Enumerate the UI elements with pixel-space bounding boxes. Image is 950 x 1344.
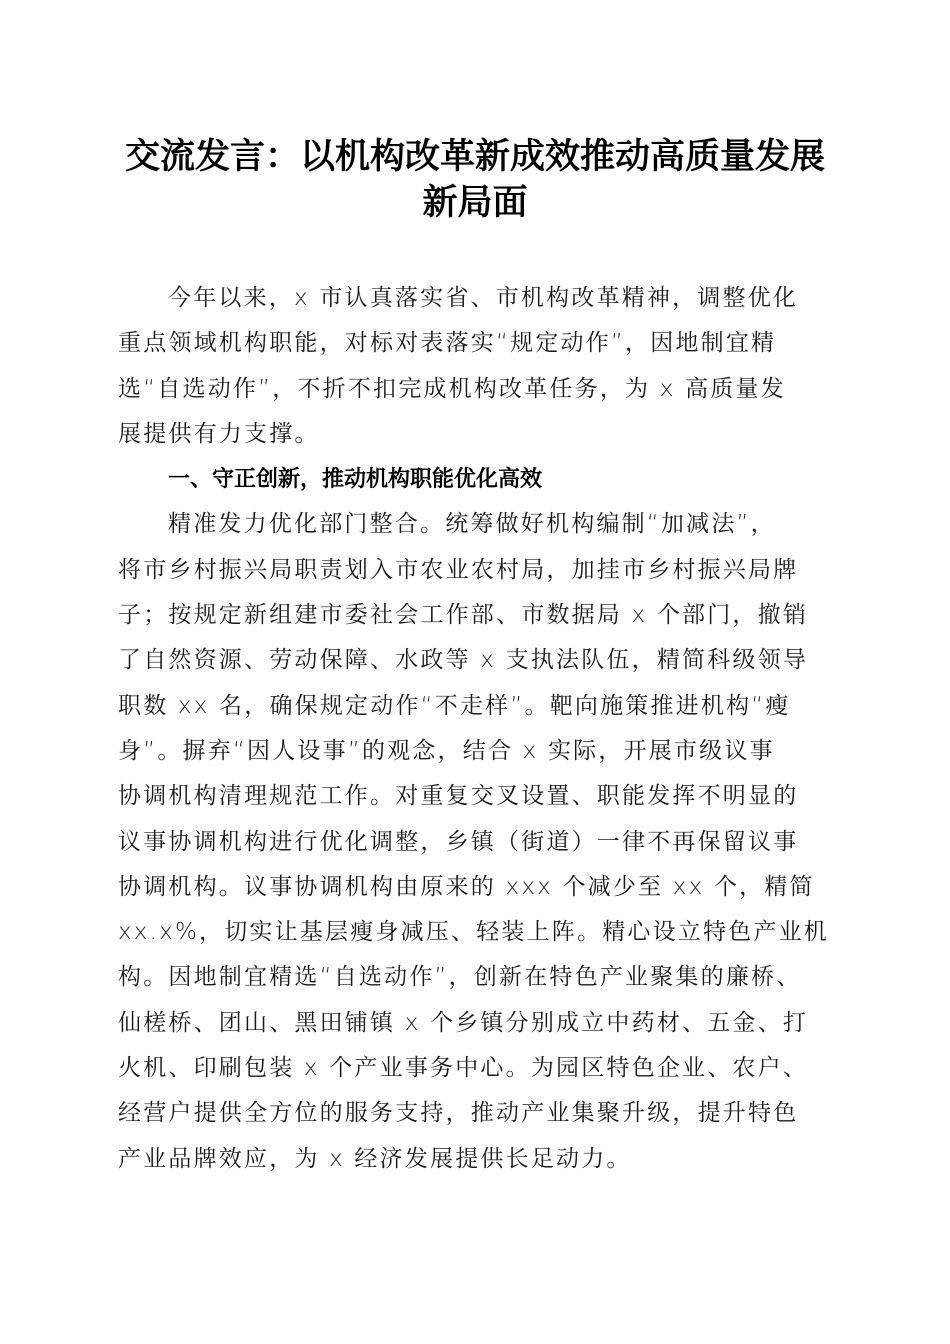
- text-line: 将市乡村振兴局职责划入市农业农村局，加挂市乡村振兴局牌: [118, 556, 799, 583]
- text-line: 精准发力优化部门整合。统筹做好机构编制“加减法”，: [168, 511, 776, 538]
- text-line: 职数 xx 名，确保规定动作“不走样”。靶向施策推进机构“瘦: [118, 692, 791, 719]
- text-line: 身”。摒弃“因人设事”的观念，结合 x 实际，开展市级议事: [118, 737, 775, 764]
- text-line: 产业品牌效应，为 x 经济发展提供长足动力。: [118, 1145, 632, 1172]
- text-line: 议事协调机构进行优化调整，乡镇（街道）一律不再保留议事: [118, 828, 799, 855]
- section-heading-1: [118, 457, 838, 502]
- title-line-2: 新局面: [422, 182, 528, 223]
- title-line-1: 交流发言：以机构改革新成效推动高质量发展: [124, 136, 825, 177]
- text-line: 了自然资源、劳动保障、水政等 x 支执法队伍，精简科级领导: [118, 647, 809, 674]
- text-line: 今年以来，x 市认真落实省、市机构改革精神，调整优化: [168, 285, 799, 311]
- text-line: 展提供有力支撑。: [118, 420, 320, 447]
- intro-paragraph: [118, 276, 838, 457]
- text-line: 火机、印刷包装 x 个产业事务中心。为园区特色企业、农户、: [118, 1055, 809, 1082]
- text-line: 经营户提供全方位的服务支持，推动产业集聚升级，提升特色: [118, 1100, 799, 1127]
- text-line: 构。因地制宜精选“自选动作”，创新在特色产业聚集的廉桥、: [118, 964, 802, 991]
- document-body: [118, 276, 838, 1182]
- text-line: 选“自选动作”，不折不扣完成机构改革任务，为 x 高质量发: [118, 375, 786, 402]
- text-line: 仙槎桥、团山、黑田铺镇 x 个乡镇分别成立中药材、五金、打: [118, 1009, 809, 1036]
- document-title: [100, 134, 850, 226]
- text-line: 子；按规定新组建市委社会工作部、市数据局 x 个部门，撤销: [118, 602, 809, 629]
- text-line: 协调机构清理规范工作。对重复交叉设置、职能发挥不明显的: [118, 783, 799, 810]
- text-line: 协调机构。议事协调机构由原来的 xxx 个减少至 xx 个，精简: [118, 873, 815, 900]
- text-line: xx.x%，切实让基层瘦身减压、轻装上阵。精心设立特色产业机: [118, 919, 829, 946]
- text-line: 重点领域机构职能，对标对表落实“规定动作”，因地制宜精: [118, 330, 777, 357]
- section-heading-text: 一、守正创新，推动机构职能优化高效: [168, 467, 543, 493]
- section-1-paragraph: [118, 502, 838, 1181]
